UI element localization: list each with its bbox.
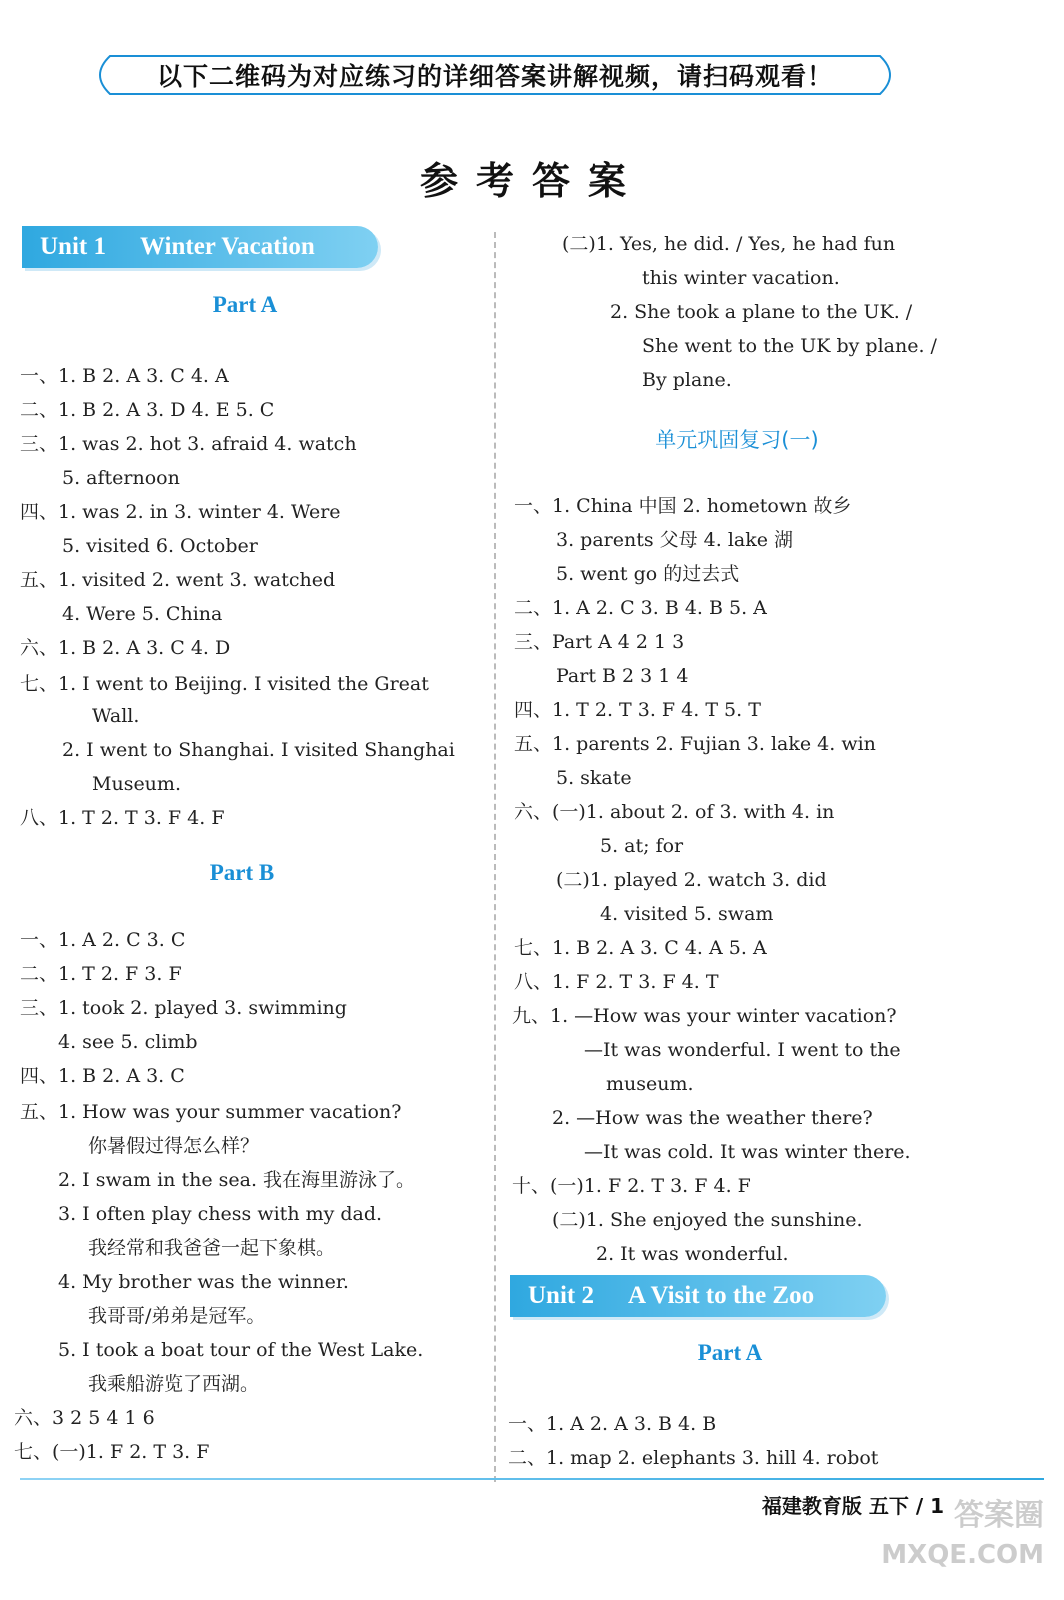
left-answer-line-3: 三、1. was 2. hot 3. afraid 4. watch bbox=[20, 433, 357, 455]
left-answer-line-26: 我哥哥/弟弟是冠军。 bbox=[88, 1305, 266, 1327]
right-answer-line-23: museum. bbox=[606, 1073, 694, 1095]
left-answer-line-17: 三、1. took 2. played 3. swimming bbox=[20, 997, 347, 1019]
right-answer-line-26: 十、(一)1. F 2. T 3. F 4. F bbox=[512, 1175, 751, 1197]
unit2-header bbox=[510, 1275, 886, 1317]
unit1-part-a-heading: Part A bbox=[212, 292, 278, 317]
unit1-label: Unit 1 bbox=[40, 233, 106, 260]
right-answer-line-18: 4. visited 5. swam bbox=[600, 903, 774, 925]
left-answer-line-5: 四、1. was 2. in 3. winter 4. Were bbox=[20, 501, 341, 523]
left-answer-line-27: 5. I took a boat tour of the West Lake. bbox=[58, 1339, 424, 1361]
review1-heading: 单元巩固复习(一) bbox=[655, 428, 819, 452]
right-answer-line-19: 七、1. B 2. A 3. C 4. A 5. A bbox=[514, 937, 767, 959]
unit1-header bbox=[22, 226, 378, 268]
right-answer-line-8: 5. went go 的过去式 bbox=[556, 563, 740, 585]
unit1-part-b-heading: Part B bbox=[209, 860, 275, 885]
footer-rule bbox=[20, 1478, 1044, 1480]
left-answer-line-10: 七、1. I went to Beijing. I visited the Great bbox=[20, 673, 429, 695]
right-answer-line-27: (二)1. She enjoyed the sunshine. bbox=[552, 1209, 863, 1231]
left-answer-line-6: 5. visited 6. October bbox=[62, 535, 258, 557]
banner-text: 以下二维码为对应练习的详细答案讲解视频，请扫码观看！ bbox=[156, 62, 833, 91]
left-answer-line-20: 五、1. How was your summer vacation? bbox=[20, 1101, 402, 1123]
left-answer-line-2: 二、1. B 2. A 3. D 4. E 5. C bbox=[20, 399, 275, 421]
right-answer-line-15: 六、(一)1. about 2. of 3. with 4. in bbox=[514, 801, 835, 823]
right-answer-line-30: 二、1. map 2. elephants 3. hill 4. robot bbox=[508, 1447, 879, 1469]
right-answer-line-7: 3. parents 父母 4. lake 湖 bbox=[556, 529, 794, 551]
page-title: 参考答案 bbox=[419, 159, 644, 203]
watermark-url: MXQE.COM bbox=[881, 1540, 1044, 1570]
column-divider bbox=[494, 232, 496, 1482]
left-answer-line-28: 我乘船游览了西湖。 bbox=[88, 1373, 260, 1395]
left-answer-line-14: 八、1. T 2. T 3. F 4. F bbox=[20, 807, 225, 829]
left-answer-line-16: 二、1. T 2. F 3. F bbox=[20, 963, 182, 985]
left-answer-line-30: 七、(一)1. F 2. T 3. F bbox=[14, 1441, 210, 1463]
unit2-label: Unit 2 bbox=[528, 1282, 594, 1309]
right-answer-line-9: 二、1. A 2. C 3. B 4. B 5. A bbox=[514, 597, 767, 619]
banner bbox=[90, 48, 900, 102]
right-answer-line-5: By plane. bbox=[642, 369, 732, 391]
right-answer-line-11: Part B 2 3 1 4 bbox=[556, 665, 689, 687]
right-answer-line-22: —It was wonderful. I went to the bbox=[584, 1039, 901, 1061]
left-answer-line-12: 2. I went to Shanghai. I visited Shanghai bbox=[62, 739, 455, 761]
left-answer-line-8: 4. Were 5. China bbox=[62, 603, 223, 625]
right-answer-line-10: 三、Part A 4 2 1 3 bbox=[514, 631, 685, 653]
right-answer-line-3: 2. She took a plane to the UK. / bbox=[610, 301, 913, 323]
left-answer-line-18: 4. see 5. climb bbox=[58, 1031, 198, 1053]
left-answer-line-25: 4. My brother was the winner. bbox=[58, 1271, 349, 1293]
right-answer-line-29: 一、1. A 2. A 3. B 4. B bbox=[508, 1413, 717, 1435]
right-answer-line-2: this winter vacation. bbox=[642, 267, 840, 289]
right-answer-line-4: She went to the UK by plane. / bbox=[642, 335, 937, 357]
right-answer-line-21: 九、1. —How was your winter vacation? bbox=[512, 1005, 897, 1027]
unit2-part-a-heading: Part A bbox=[697, 1340, 763, 1365]
footer-edition: 福建教育版 五下 / 1 bbox=[761, 1494, 944, 1518]
left-answer-line-9: 六、1. B 2. A 3. C 4. D bbox=[20, 637, 231, 659]
right-answer-line-1: (二)1. Yes, he did. / Yes, he had fun bbox=[562, 233, 896, 255]
unit1-name: Winter Vacation bbox=[139, 233, 315, 260]
left-answer-line-23: 3. I often play chess with my dad. bbox=[58, 1203, 383, 1225]
right-answer-line-16: 5. at; for bbox=[600, 835, 684, 857]
unit2-name: A Visit to the Zoo bbox=[627, 1282, 815, 1309]
right-answer-line-28: 2. It was wonderful. bbox=[596, 1243, 789, 1265]
left-answer-line-7: 五、1. visited 2. went 3. watched bbox=[20, 569, 336, 591]
left-answer-line-13: Museum. bbox=[92, 773, 181, 795]
right-answer-line-6: 一、1. China 中国 2. hometown 故乡 bbox=[514, 495, 852, 517]
left-answer-line-29: 六、3 2 5 4 1 6 bbox=[14, 1407, 155, 1429]
left-answer-line-11: Wall. bbox=[92, 705, 140, 727]
right-answer-line-12: 四、1. T 2. T 3. F 4. T 5. T bbox=[514, 699, 761, 721]
left-answer-line-22: 2. I swam in the sea. 我在海里游泳了。 bbox=[58, 1169, 416, 1191]
right-answer-line-14: 5. skate bbox=[556, 767, 632, 789]
watermark-logo: 答案圈 bbox=[954, 1498, 1044, 1533]
right-answer-line-25: —It was cold. It was winter there. bbox=[584, 1141, 911, 1163]
left-answer-line-15: 一、1. A 2. C 3. C bbox=[20, 929, 186, 951]
left-answer-line-1: 一、1. B 2. A 3. C 4. A bbox=[20, 365, 229, 387]
right-answer-line-13: 五、1. parents 2. Fujian 3. lake 4. win bbox=[514, 733, 876, 755]
right-answer-line-24: 2. —How was the weather there? bbox=[552, 1107, 873, 1129]
right-answer-line-17: (二)1. played 2. watch 3. did bbox=[556, 869, 827, 891]
left-answer-line-21: 你暑假过得怎么样？ bbox=[88, 1135, 260, 1157]
left-answer-line-19: 四、1. B 2. A 3. C bbox=[20, 1065, 185, 1087]
left-answer-line-4: 5. afternoon bbox=[62, 467, 180, 489]
right-answer-line-20: 八、1. F 2. T 3. F 4. T bbox=[514, 971, 719, 993]
left-answer-line-24: 我经常和我爸爸一起下象棋。 bbox=[88, 1237, 336, 1259]
